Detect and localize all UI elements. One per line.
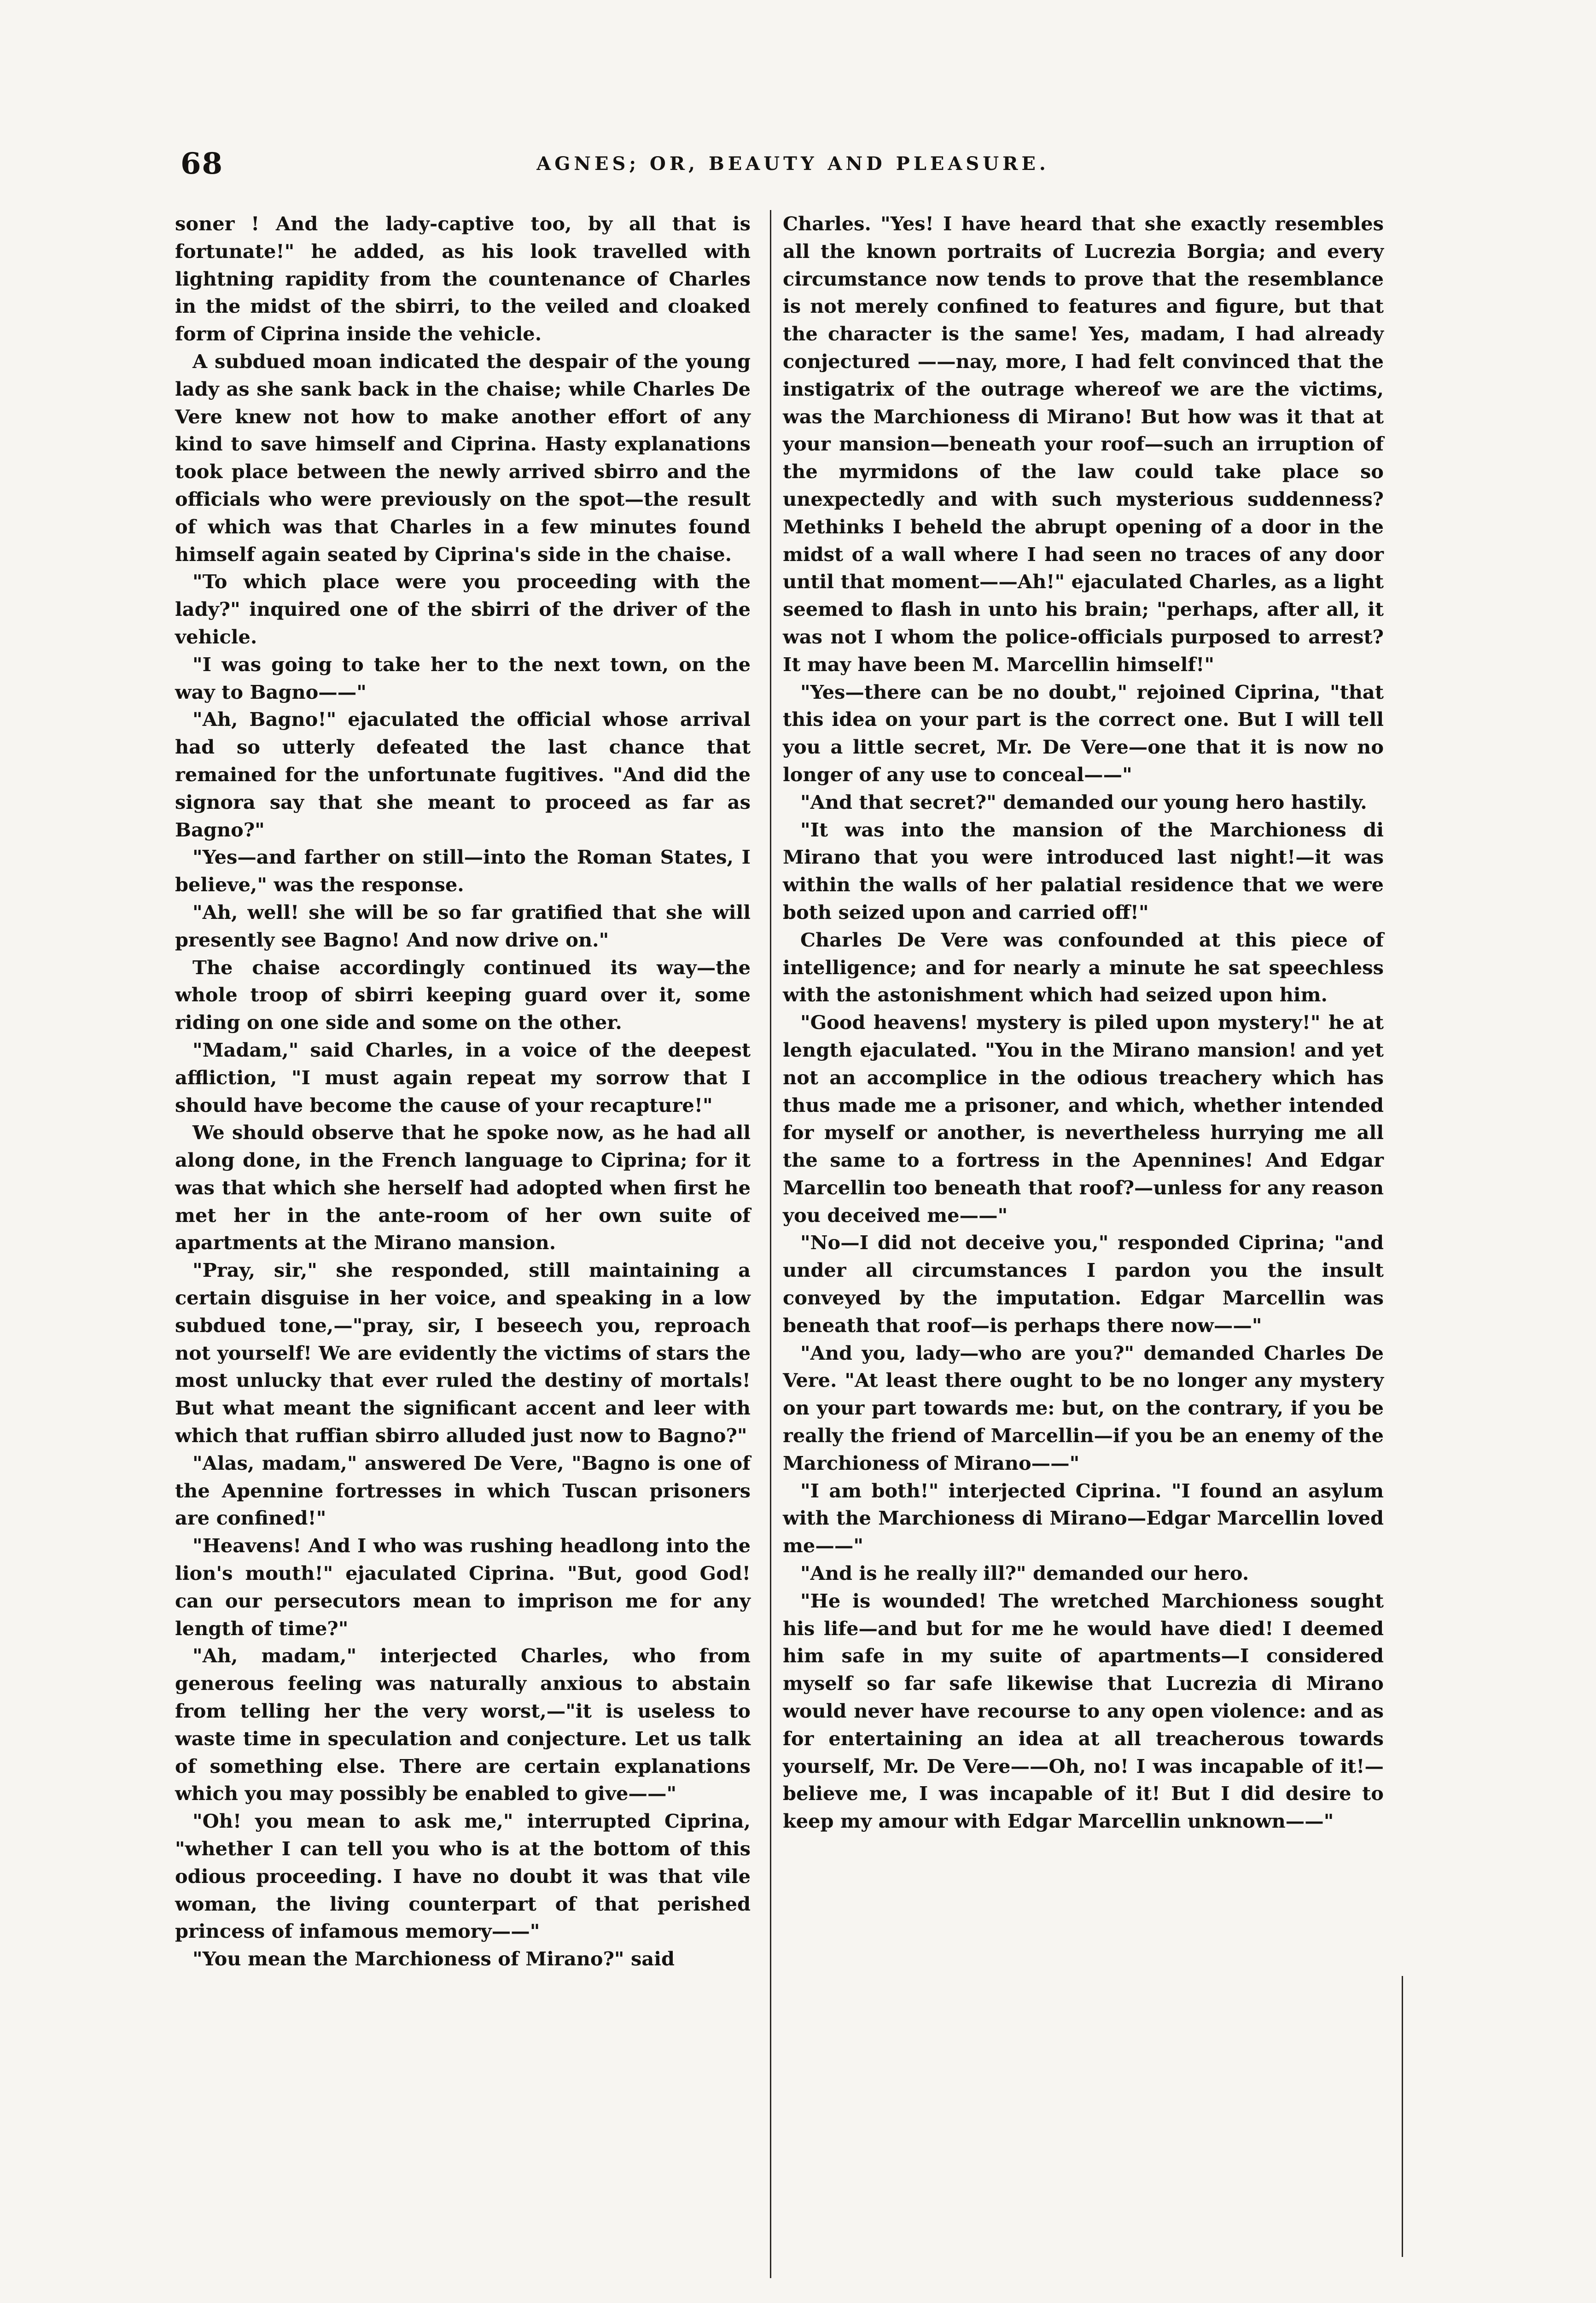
page-header <box>181 146 1405 188</box>
paragraph: We should observe that he spoke now, as he had all along done, in the French language to Ciprina; for it was that which she herself had adopted when first he met her in the ante-room of her own suite of apartments at the Mirano mansion. <box>175 1121 751 1254</box>
paragraph: "Madam," said Charles, in a voice of the deepest affliction, "I must again repeat my sorrow that I should have become the cause of your recapture!" <box>175 1038 751 1116</box>
paragraph: "Ah, Bagno!" ejaculated the official whose arrival had so utterly defeated the last chance that remained for the unfortunate fugitives. "And did the signora say that she meant to proceed as far as Bagno?" <box>175 708 751 841</box>
margin-rule <box>1402 1976 1403 2257</box>
paragraph: "I was going to take her to the next town, on the way to Bagno——" <box>175 653 751 703</box>
paragraph: A subdued moan indicated the despair of the young lady as she sank back in the chaise; while Charles De Vere knew not how to make another effort of any kind to save himself and Ciprina. Hasty explanations took place between the newly arrived sbirro and the officials who were previously on the spot—the result of which was that Charles in a few minutes found himself again seated by Ciprina's side in the chaise. <box>175 350 751 566</box>
paragraph: "You mean the Marchioness of Mirano?" said <box>192 1947 675 1970</box>
paragraph: Charles. "Yes! I have heard that she exactly resembles all the known portraits of Lucrezia Borgia; and every circumstance now tends to prove that the resemblance is not merely confined to features and figure, but that the character is the same! Yes, madam, I had already conjectured ——nay, more, I had felt convinced that the instigatrix of the outrage whereof we are the victims, was the Marchioness di Mirano! But how was it that at your mansion—beneath your roof—such an irruption of the myrmidons of the law could take place so unexpectedly and with such mysterious suddenness? Methinks I beheld the abrupt opening of a door in the midst of a wall where I had seen no traces of any door until that moment——Ah!" ejaculated Charles, as a light seemed to flash in unto his brain; "perhaps, after all, it was not I whom the police-officials purposed to arrest? It may have been M. Marcellin himself!" <box>783 212 1384 676</box>
paragraph: "Alas, madam," answered De Vere, "Bagno is one of the Apennine fortresses in which Tuscan prisoners are confined!" <box>175 1451 751 1530</box>
page-number: 68 <box>181 146 224 181</box>
paragraph: "Yes—there can be no doubt," rejoined Ciprina, "that this idea on your part is the correct one. But I will tell you a little secret, Mr. De Vere—one that it is now no longer of any use to conceal——" <box>783 680 1384 786</box>
paragraph: "And you, lady—who are you?" demanded Charles De Vere. "At least there ought to be no longer any mystery on your part towards me: but, on the contrary, if you be really the friend of Marcellin—if you be an enemy of the Marchioness of Mirano——" <box>783 1341 1384 1474</box>
paragraph: "Ah, madam," interjected Charles, who from generous feeling was naturally anxious to abstain from telling her the very worst,—"it is useless to waste time in speculation and conjecture. Let us talk of something else. There are certain explanations which you may possibly be enabled to give——" <box>175 1644 751 1805</box>
paragraph: "To which place were you proceeding with the lady?" inquired one of the sbirri of the driver of the vehicle. <box>175 570 751 648</box>
paragraph: "It was into the mansion of the Marchioness di Mirano that you were introduced last night!—it was within the walls of her palatial residence that we were both seized upon and carried off!" <box>783 818 1384 924</box>
paragraph: soner ! And the lady-captive too, by all that is fortunate!" he added, as his look travelled with lightning rapidity from the countenance of Charles in the midst of the sbirri, to the veiled and cloaked form of Ciprina inside the vehicle. <box>175 212 751 345</box>
paragraph: "Good heavens! mystery is piled upon mystery!" he at length ejaculated. "You in the Mirano mansion! and yet not an accomplice in the odious treachery which has thus made me a prisoner, and which, whether intended for myself or another, is nevertheless hurrying me all the same to a fortress in the Apennines! And Edgar Marcellin too beneath that roof?—unless for any reason you deceived me——" <box>783 1011 1384 1227</box>
paragraph: "And is he really ill?" demanded our hero. <box>800 1562 1249 1585</box>
paragraph: The chaise accordingly continued its way—the whole troop of sbirri keeping guard over it, some riding on one side and some on the other. <box>175 956 751 1034</box>
right-text-column <box>783 210 1384 1835</box>
paragraph: Charles De Vere was confounded at this piece of intelligence; and for nearly a minute he sat speechless with the astonishment which had seized upon him. <box>783 928 1384 1006</box>
column-divider <box>770 210 771 2278</box>
paragraph: "I am both!" interjected Ciprina. "I found an asylum with the Marchioness di Mirano—Edgar Marcellin loved me——" <box>783 1479 1384 1557</box>
paragraph: "Heavens! And I who was rushing headlong into the lion's mouth!" ejaculated Ciprina. "But, good God! can our persecutors mean to imprison me for any length of time?" <box>175 1534 751 1640</box>
paragraph: "Yes—and farther on still—into the Roman States, I believe," was the response. <box>175 846 751 896</box>
paragraph: "And that secret?" demanded our young hero hastily. <box>800 790 1367 813</box>
left-text-column <box>175 210 751 1973</box>
paragraph: "Oh! you mean to ask me," interrupted Ciprina, "whether I can tell you who is at the bottom of this odious proceeding. I have no doubt it was that vile woman, the living counterpart of that perished princess of infamous memory——" <box>175 1810 751 1943</box>
running-title: AGNES; OR, BEAUTY AND PLEASURE. <box>536 153 1049 175</box>
paragraph: "No—I did not deceive you," responded Ciprina; "and under all circumstances I pardon you the insult conveyed by the imputation. Edgar Marcellin was beneath that roof—is perhaps there now——" <box>783 1231 1384 1337</box>
paragraph: "Ah, well! she will be so far gratified that she will presently see Bagno! And now drive on." <box>175 900 751 951</box>
paragraph: "He is wounded! The wretched Marchioness sought his life—and but for me he would have died! I deemed him safe in my suite of apartments—I considered myself so far safe likewise that Lucrezia di Mirano would never have recourse to any open violence: and as for entertaining an idea at all treacherous towards yourself, Mr. De Vere——Oh, no! I was incapable of it!—believe me, I was incapable of it! But I did desire to keep my amour with Edgar Marcellin unknown——" <box>783 1589 1384 1833</box>
paragraph: "Pray, sir," she responded, still maintaining a certain disguise in her voice, and speaking in a low subdued tone,—"pray, sir, I beseech you, reproach not yourself! We are evidently the victims of stars the most unlucky that ever ruled the destiny of mortals! But what meant the significant accent and leer with which that ruffian sbirro alluded just now to Bagno?" <box>175 1259 751 1447</box>
